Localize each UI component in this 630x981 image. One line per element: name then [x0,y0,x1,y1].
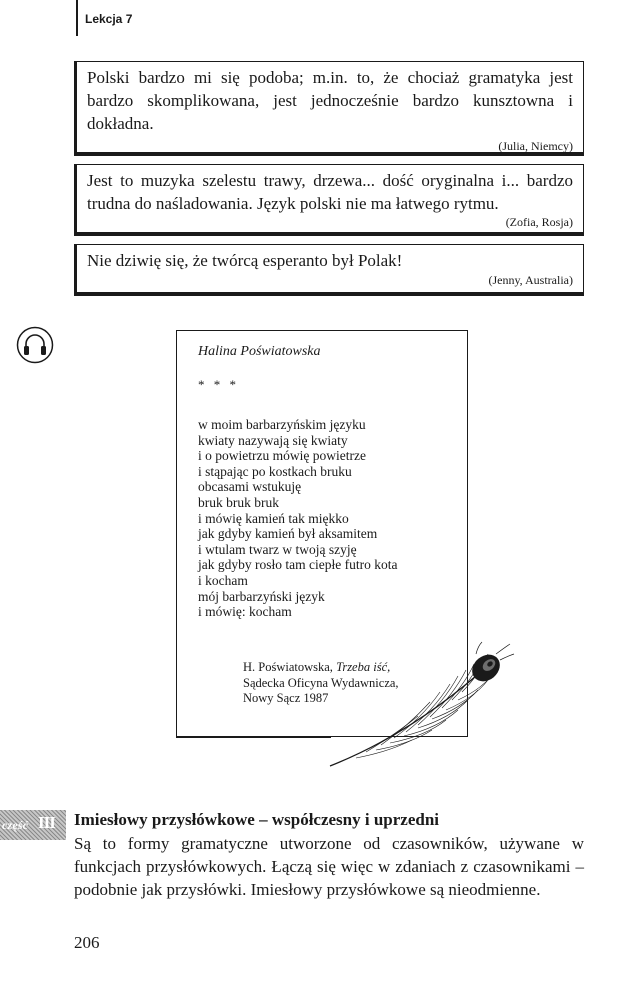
poem-line: jak gdyby rosło tam ciepłe futro kota [198,557,398,573]
poem-line: kwiaty nazywają się kwiaty [198,432,348,448]
header-rule [76,0,78,36]
source-author: H. Poświatowska, [243,660,333,674]
quote-box [76,61,584,153]
quote-author: (Zofia, Rosja) [505,215,573,229]
quote-box [76,244,584,293]
quote-text: Nie dziwię się, że twórcą esperanto był Polak! [87,251,403,270]
quote-text: Polski bardzo mi się podoba; m.in. to, że chociaż gramatyka jest bardzo skomplikowana, jest jednocześnie bardzo kunsztowna i dokładna. [87,68,573,133]
quote-text: Jest to muzyka szelestu trawy, drzewa... dość oryginalna i... bardzo trudna do naśladowania. Język polski nie ma łatwego rytmu. [87,171,573,213]
poem-author: Halina Poświatowska [198,344,321,359]
section-badge-numeral: III [38,813,55,832]
quote-box [76,164,584,233]
poem-line: i wtulam twarz w twoją szyję [198,541,357,557]
source-publisher: Sądecka Oficyna Wydawnicza, [243,675,399,690]
poem-line: obcasami wstukuję [198,479,302,495]
page-number: 206 [74,933,100,952]
quote-author: (Jenny, Australia) [488,273,573,287]
poem-line: i mówię: kocham [198,604,292,620]
poem-line: w moim barbarzyńskim języku [198,417,366,432]
quote-author: (Julia, Niemcy) [498,139,573,153]
poem-line: i stąpając po kostkach bruku [198,463,352,479]
headphones-icon[interactable] [16,326,54,364]
source-title: Trzeba iść, [336,660,391,674]
lesson-label: Lekcja 7 [85,12,133,26]
poem-line: i mówię kamień tak miękko [198,510,349,526]
poem-line: bruk bruk bruk [198,494,279,510]
section-body: Są to formy gramatyczne utworzone od czasowników, używane w funkcjach przysłówkowych. Łączą się więc w zdaniach z czasownikami – podobnie jak przysłówki. Imiesłowy przysłówkowe są nieodmienne. [74,834,584,899]
poem-line: i kocham [198,572,248,588]
section-badge-word: część [2,818,29,832]
section-title: Imiesłowy przysłówkowe – współczesny i uprzedni [74,810,440,829]
source-place-year: Nowy Sącz 1987 [243,691,329,705]
poem-line: i o powietrzu mówię powietrze [198,448,366,464]
poem-line: mój barbarzyński język [198,588,325,604]
poem-stars: * * * [198,377,239,392]
feather-icon [326,640,516,770]
poem-lines [198,417,397,620]
section-badge [0,810,66,840]
poem-line: jak gdyby kamień był aksamitem [198,526,378,542]
